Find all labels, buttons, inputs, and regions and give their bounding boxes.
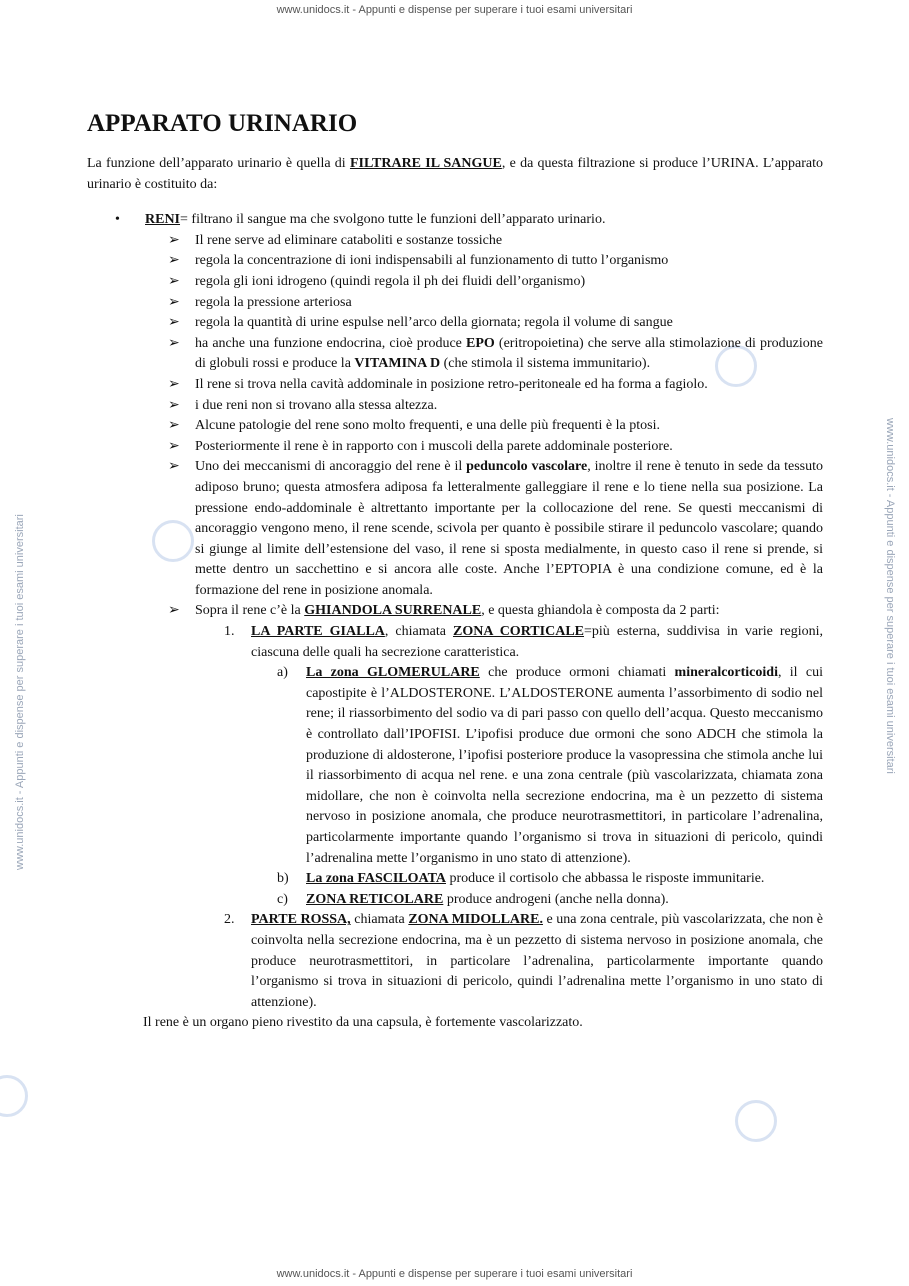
- arrow-bullet-icon: ➢: [168, 315, 180, 331]
- arrow-bullet-icon: ➢: [168, 273, 180, 289]
- arrow-bullet-icon: ➢: [168, 397, 180, 413]
- number-marker: 2.: [224, 912, 235, 928]
- arrow-bullet-icon: ➢: [168, 418, 180, 434]
- list-item-ghiandola: ➢ Sopra il rene c’è la GHIANDOLA SURRENALE, e questa ghiandola è composta da 2 parti:: [87, 601, 823, 622]
- list-item: ➢ i due reni non si trovano alla stessa altezza.: [87, 396, 823, 417]
- letter-marker: c): [277, 891, 288, 907]
- arrow-bullet-icon: ➢: [168, 459, 180, 475]
- list-item-epo: ➢ ha anche una funzione endocrina, cioè produce EPO (eritropoietina) che serve alla stimolazione di produzione di globuli rossi e produce la VITAMINA D (che stimola il sistema immunitario).: [168, 335, 823, 372]
- numbered-item-parte-rossa: 2. PARTE ROSSA, chiamata ZONA MIDOLLARE. e una zona centrale, più vascolarizzata, che non è coinvolta nella secrezione endocrina, ma è un pezzetto di sistema nervoso in posizione anomala, che produce neurotrasmettitori, in particolare l’adrenalina, particolarmente importante quando l’organismo si trova in situazioni di pericolo, quindi l’adrenalina mette l’organismo in uno stato di attenzione).: [224, 912, 823, 1010]
- number-marker: 1.: [224, 624, 235, 640]
- arrow-bullet-icon: ➢: [168, 335, 180, 351]
- list-item: ➢ Alcune patologie del rene sono molto frequenti, e una delle più frequenti è la ptosi.: [87, 416, 823, 437]
- list-item: ➢ regola la quantità di urine espulse nell’arco della giornata; regola il volume di sangue: [87, 313, 823, 334]
- list-item: ➢ Il rene si trova nella cavità addominale in posizione retro-peritoneale ed ha forma a fagiolo.: [87, 375, 823, 396]
- lettered-item-glomerulare: a) La zona GLOMERULARE che produce ormoni chiamati mineralcorticoidi, il cui capostipite è l’ALDOSTERONE. L’ALDOSTERONE aumenta l’assorbimento di sodio nel rene; il riassorbimento del sodio va di pari passo con quello dell’acqua. Questo meccanismo è controllato dall’IPOFISI. L’ipofisi produce due ormoni che sono ADCH che stimola la produzione di aldosterone, l’ipofisi posteriore produce la vasopressina che stimola anche lui il riassorbimento di acqua nel rene. e una zona centrale (più vascolarizzata, chiamata zona midollare, che non è coinvolta nella secrezione endocrina, ma è un pezzetto di sistema nervoso in posizione anomala, che produce neurotrasmettitori, in particolare l’adrenalina, particolarmente importante quando l’organismo si trova in situazioni di pericolo, quindi l’adrenalina mette l’organismo in uno stato di attenzione).: [277, 665, 823, 866]
- closing-paragraph: Il rene è un organo pieno rivestito da una capsula, è fortemente vascolarizzato.: [143, 1015, 583, 1031]
- list-item-peduncolo: ➢ Uno dei meccanismi di ancoraggio del rene è il peduncolo vascolare, inoltre il rene è tenuto in sede da tessuto adiposo bruno; questa atmosfera adiposa fa letteralmente galleggiare il rene e lo tiene nella sua posizione. La pressione endo-addominale è altrettanto importante per la collocazione del rene. Se questi meccanismi di ancoraggio vengono meno, il rene scende, scivola per quanto è possibile stirare il peduncolo vascolare; quando si giunge al limite dell’estensione del vaso, il rene si sposta medialmente, in questo caso il rene si prende, si mette dentro un sacchettino e si ancora alle coste. Anche l’EPTOPIA è una condizione comune, ed è la formazione del rene in posizione anomala.: [168, 459, 823, 598]
- lettered-item-reticolare: c) ZONA RETICOLARE produce androgeni (anche nella donna).: [87, 890, 823, 911]
- arrow-bullet-icon: ➢: [168, 253, 180, 269]
- lettered-item-fasciloata: b) La zona FASCILOATA produce il cortisolo che abbassa le risposte immunitarie.: [87, 869, 823, 890]
- list-item: ➢ regola la concentrazione di ioni indispensabili al funzionamento di tutto l’organismo: [87, 251, 823, 272]
- letter-marker: a): [277, 665, 288, 681]
- document-page: [87, 108, 823, 1034]
- list-item: ➢ Posteriormente il rene è in rapporto con i muscoli della parete addominale posteriore.: [87, 437, 823, 458]
- intro-paragraph: La funzione dell’apparato urinario è quella di FILTRARE IL SANGUE, e da questa filtrazione si produce l’URINA. L’apparato urinario è costituito da:: [87, 156, 823, 192]
- arrow-bullet-icon: ➢: [168, 376, 180, 392]
- left-side-watermark: www.unidocs.it - Appunti e dispense per superare i tuoi esami universitari: [14, 514, 26, 870]
- arrow-bullet-icon: ➢: [168, 232, 180, 248]
- list-item: ➢ regola la pressione arteriosa: [87, 293, 823, 314]
- list-item: ➢ Il rene serve ad eliminare cataboliti e sostanze tossiche: [87, 231, 823, 252]
- letter-marker: b): [277, 871, 289, 887]
- list-item: ➢ regola gli ioni idrogeno (quindi regola il ph dei fluidi dell’organismo): [87, 272, 823, 293]
- arrow-bullet-icon: ➢: [168, 438, 180, 454]
- right-side-watermark: www.unidocs.it - Appunti e dispense per superare i tuoi esami universitari: [884, 418, 896, 774]
- header-watermark: www.unidocs.it - Appunti e dispense per superare i tuoi esami universitari: [276, 4, 633, 16]
- arrow-bullet-icon: ➢: [168, 294, 180, 310]
- document-title: APPARATO URINARIO: [87, 110, 358, 137]
- arrow-bullet-icon: ➢: [168, 603, 180, 619]
- list-item-reni: • RENI= filtrano il sangue ma che svolgono tutte le funzioni dell’apparato urinario.: [87, 210, 823, 231]
- unidocs-logo-icon: [0, 1075, 28, 1117]
- bullet-marker: •: [115, 212, 120, 228]
- footer-watermark: www.unidocs.it - Appunti e dispense per superare i tuoi esami universitari: [276, 1268, 633, 1280]
- numbered-item-parte-gialla: 1. LA PARTE GIALLA, chiamata ZONA CORTICALE=più esterna, suddivisa in varie regioni, ciascuna delle quali ha secrezione caratteristica.: [224, 624, 823, 660]
- unidocs-logo-icon: [735, 1100, 777, 1142]
